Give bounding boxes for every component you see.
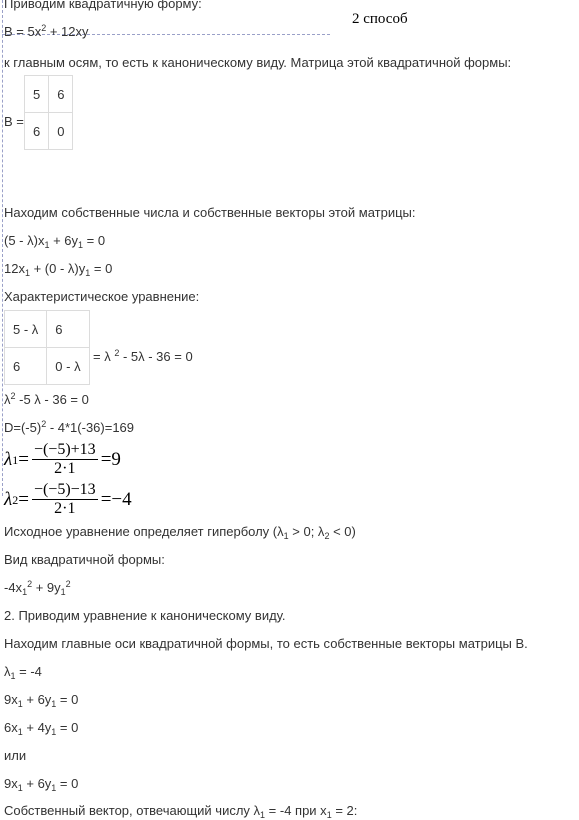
form-b-prefix: B = 5x [4, 24, 42, 39]
eq-sub: 1 [60, 587, 66, 597]
matrix-cell: 5 - λ [5, 311, 47, 348]
method-heading: 2 способ [352, 11, 408, 27]
eq-part: + 6y [22, 776, 52, 791]
equation-1 [4, 233, 105, 249]
eq-part: -4x [4, 580, 23, 595]
eq-sup: 2 [41, 419, 47, 429]
matrix-row [5, 348, 90, 385]
eq-sub: 1 [85, 268, 91, 278]
dashed-guide-vertical [2, 0, 3, 496]
quadratic-form-b [4, 24, 89, 40]
eq-part: = 0 [56, 692, 79, 707]
characteristic-matrix [4, 310, 90, 385]
eq-part: = 0 [83, 233, 106, 248]
eq-sub: 1 [44, 240, 50, 250]
intro-line: Приводим квадратичную форму: [4, 0, 202, 11]
eq-sub: 1 [51, 783, 57, 793]
lambda-symbol: λ [4, 488, 13, 510]
eq-part: = λ [93, 349, 115, 364]
eq-part: + (0 - λ)y [29, 261, 86, 276]
system-eq-2 [4, 720, 78, 736]
characteristic-title: Характеристическое уравнение: [4, 289, 200, 304]
fraction-numerator: −(−5)−13 [33, 481, 96, 498]
axes-sentence: к главным осям, то есть к каноническому виду. Матрица этой квадратичной формы: [4, 55, 512, 70]
text-part: = 2: [331, 803, 358, 818]
eq-sub: 1 [17, 783, 23, 793]
text-part: > 0; λ [288, 524, 325, 539]
form-b-suffix: + 12xy [46, 24, 89, 39]
matrix-cell: 6 [47, 311, 89, 348]
equation-2 [4, 261, 112, 277]
eq-part: 9x [4, 692, 18, 707]
text-part: < 0) [329, 524, 356, 539]
eq-part: = 0 [56, 776, 79, 791]
matrix-row [5, 311, 90, 348]
characteristic-equation [93, 349, 193, 364]
lambda1-formula: λ 1 = $\frac{-(-5)+13}{2\cdot 1}$ =9 [4, 441, 121, 477]
eq-sub: 1 [24, 268, 30, 278]
eq-sup: 2 [114, 348, 120, 358]
text-part: Собственный вектор, отвечающий числу λ [4, 803, 261, 818]
eq-part: + 6y [22, 692, 52, 707]
text-part: = -4 при x [265, 803, 327, 818]
eq-sub: 1 [51, 727, 57, 737]
eq-part: + 6y [49, 233, 79, 248]
text-sub: 1 [283, 531, 289, 541]
eq-part: (5 - λ)x [4, 233, 45, 248]
fraction-denominator: 2·1 [54, 500, 76, 517]
fraction [32, 441, 98, 478]
matrix-cell: 6 [25, 113, 49, 150]
matrix-cell: 0 [49, 113, 73, 150]
matrix-cell: 5 [25, 76, 49, 113]
equals-sign: = [18, 488, 29, 510]
form-b-sup: 2 [41, 23, 47, 33]
eq-part: + 9y [32, 580, 61, 595]
quadratic-equation [4, 392, 89, 408]
eq-part: 6x [4, 720, 18, 735]
lambda2-formula: λ 2 = $\frac{-(-5)-13}{2\cdot 1}$ =−4 [4, 481, 132, 517]
matrix-row [25, 113, 73, 150]
eq-sub: 1 [17, 727, 23, 737]
eq-part: = 0 [90, 261, 113, 276]
fraction [32, 481, 98, 518]
lambda-symbol: λ [4, 448, 13, 470]
eq-sup: 2 [10, 391, 16, 401]
system-eq-3 [4, 776, 78, 792]
lambda-result: =9 [100, 448, 121, 470]
matrix-cell: 6 [5, 348, 47, 385]
eq-sub: 1 [78, 240, 84, 250]
eigen-intro: Находим собственные числа и собственные векторы этой матрицы: [4, 205, 416, 220]
eq-sub: 1 [51, 699, 57, 709]
lambda-value [4, 664, 42, 680]
eq-part: + 4y [22, 720, 52, 735]
system-eq-1 [4, 692, 78, 708]
lambda-result: =−4 [100, 488, 132, 510]
eq-part: = -4 [15, 664, 42, 679]
step-2: 2. Приводим уравнение к каноническому виду. [4, 608, 286, 623]
eq-sup: 2 [65, 579, 71, 589]
eq-part: 12x [4, 261, 25, 276]
matrix-cell: 6 [49, 76, 73, 113]
eq-sub: 1 [17, 699, 23, 709]
text-sub: 1 [326, 810, 332, 820]
text-sub: 2 [324, 531, 330, 541]
eq-sup: 2 [27, 579, 33, 589]
eq-part: D=(-5) [4, 420, 42, 435]
eq-sub: 1 [22, 587, 28, 597]
matrix-b-label: B = [4, 114, 24, 129]
or-word: или [4, 748, 27, 763]
discriminant [4, 420, 134, 436]
eq-part: λ [4, 392, 11, 407]
axes-find: Находим главные оси квадратичной формы, то есть собственные векторы матрицы B. [4, 636, 528, 651]
form-view [4, 580, 71, 596]
fraction-denominator: 2·1 [54, 460, 76, 477]
eq-part: = 0 [56, 720, 79, 735]
form-view-title: Вид квадратичной формы: [4, 552, 165, 567]
eq-sub: 1 [10, 671, 16, 681]
eq-part: - 4*1(-36)=169 [46, 420, 135, 435]
matrix-cell: 0 - λ [47, 348, 89, 385]
text-sub: 1 [260, 810, 266, 820]
text-part: Исходное уравнение определяет гиперболу (λ [4, 524, 284, 539]
fraction-numerator: −(−5)+13 [33, 441, 96, 458]
matrix-b [24, 75, 73, 150]
eq-part: 9x [4, 776, 18, 791]
matrix-row [25, 76, 73, 113]
eq-part: -5 λ - 36 = 0 [15, 392, 89, 407]
eq-part: λ [4, 664, 11, 679]
hyperbola-line [4, 524, 356, 540]
eigenvector-line [4, 803, 357, 819]
eq-part: - 5λ - 36 = 0 [119, 349, 193, 364]
equals-sign: = [18, 448, 29, 470]
